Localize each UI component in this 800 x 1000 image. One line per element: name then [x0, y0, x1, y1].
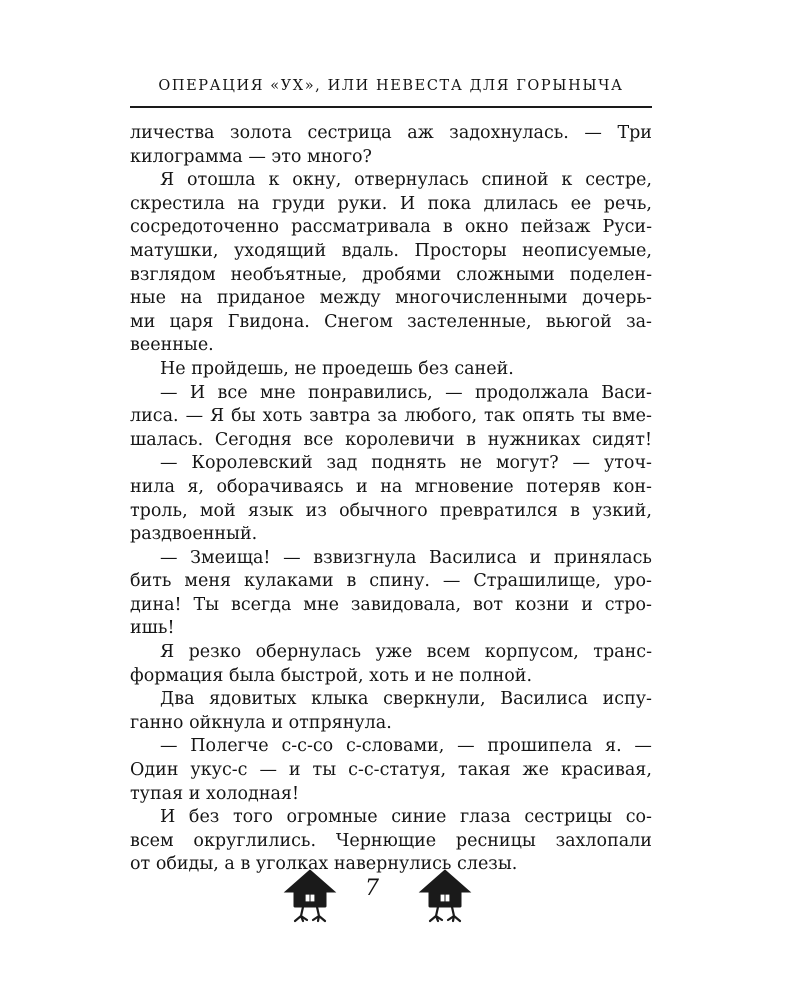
text-line: тупая и холодная! [130, 783, 299, 804]
text-line: ишь! [130, 618, 175, 639]
text-line: личества золота сестрица аж задохнулась. — Три [130, 123, 652, 143]
page-footer [0, 868, 800, 928]
text-line: всем округлились. Чернющие ресницы захлопали [130, 830, 652, 851]
text-line: бить меня кулаками в спину. — Страшилище, уро- [130, 571, 652, 592]
text-line: ми царя Гвидона. Снегом застеленные, вьюгой за- [130, 311, 652, 332]
text-line: Один укус-с — и ты с-с-статуя, такая же красивая, [130, 760, 652, 781]
text-line: взглядом необъятные, дробями сложными поделен- [130, 264, 652, 285]
text-line: — Полегче с-с-со с-словами, — прошипела я. — [160, 736, 652, 757]
text-line: веенные. [130, 335, 214, 356]
header-rule [130, 106, 652, 108]
text-line: Я отошла к окну, отвернулась спиной к сестре, [160, 170, 652, 191]
text-line: килограмма — это много? [130, 146, 372, 167]
text-line: И без того огромные синие глаза сестрицы со- [160, 807, 652, 828]
text-line: дина! Ты всегда мне завидовала, вот козни и стро- [130, 594, 652, 615]
page-number: 7 [365, 876, 379, 901]
text-line: ганно ойкнула и отпрянула. [130, 712, 392, 733]
text-line: от обиды, а в уголках навернулись слезы. [130, 854, 518, 875]
hut-on-chicken-legs-icon [281, 868, 339, 924]
text-line: — Змеища! — взвизгнула Василиса и принялась [160, 547, 652, 568]
text-line: раздвоенный. [130, 524, 258, 545]
text-line: ные на приданое между многочисленными дочерь- [130, 288, 652, 309]
body-text [130, 122, 652, 877]
text-line: — И все мне понравились, — продолжала Васи- [160, 382, 652, 403]
running-head: ОПЕРАЦИЯ «УХ», ИЛИ НЕВЕСТА ДЛЯ ГОРЫНЫЧА [158, 78, 624, 94]
text-line: нила я, оборачиваясь и на мгновение потеряв кон- [130, 476, 652, 497]
text-line: Не пройдешь, не проедешь без саней. [160, 358, 514, 379]
text-line: матушки, уходящий вдаль. Просторы неописуемые, [130, 240, 652, 261]
text-line: сосредоточенно рассматривала в окно пейзаж Руси- [130, 217, 652, 238]
text-line: троль, мой язык из обычного превратился в узкий, [130, 500, 652, 521]
text-line: — Королевский зад поднять не могут? — уточ- [160, 453, 652, 474]
text-line: Два ядовитых клыка сверкнули, Василиса испу- [160, 689, 652, 710]
hut-on-chicken-legs-icon [416, 868, 474, 924]
text-line: лиса. — Я бы хоть завтра за любого, так опять ты вме- [130, 406, 652, 427]
text-line: Я резко обернулась уже всем корпусом, транс- [160, 642, 652, 663]
text-line: шалась. Сегодня все королевичи в нужниках сидят! [130, 429, 652, 450]
text-line: формация была быстрой, хоть и не полной. [130, 665, 533, 686]
text-line: скрестила на груди руки. И пока длилась ее речь, [130, 193, 652, 214]
